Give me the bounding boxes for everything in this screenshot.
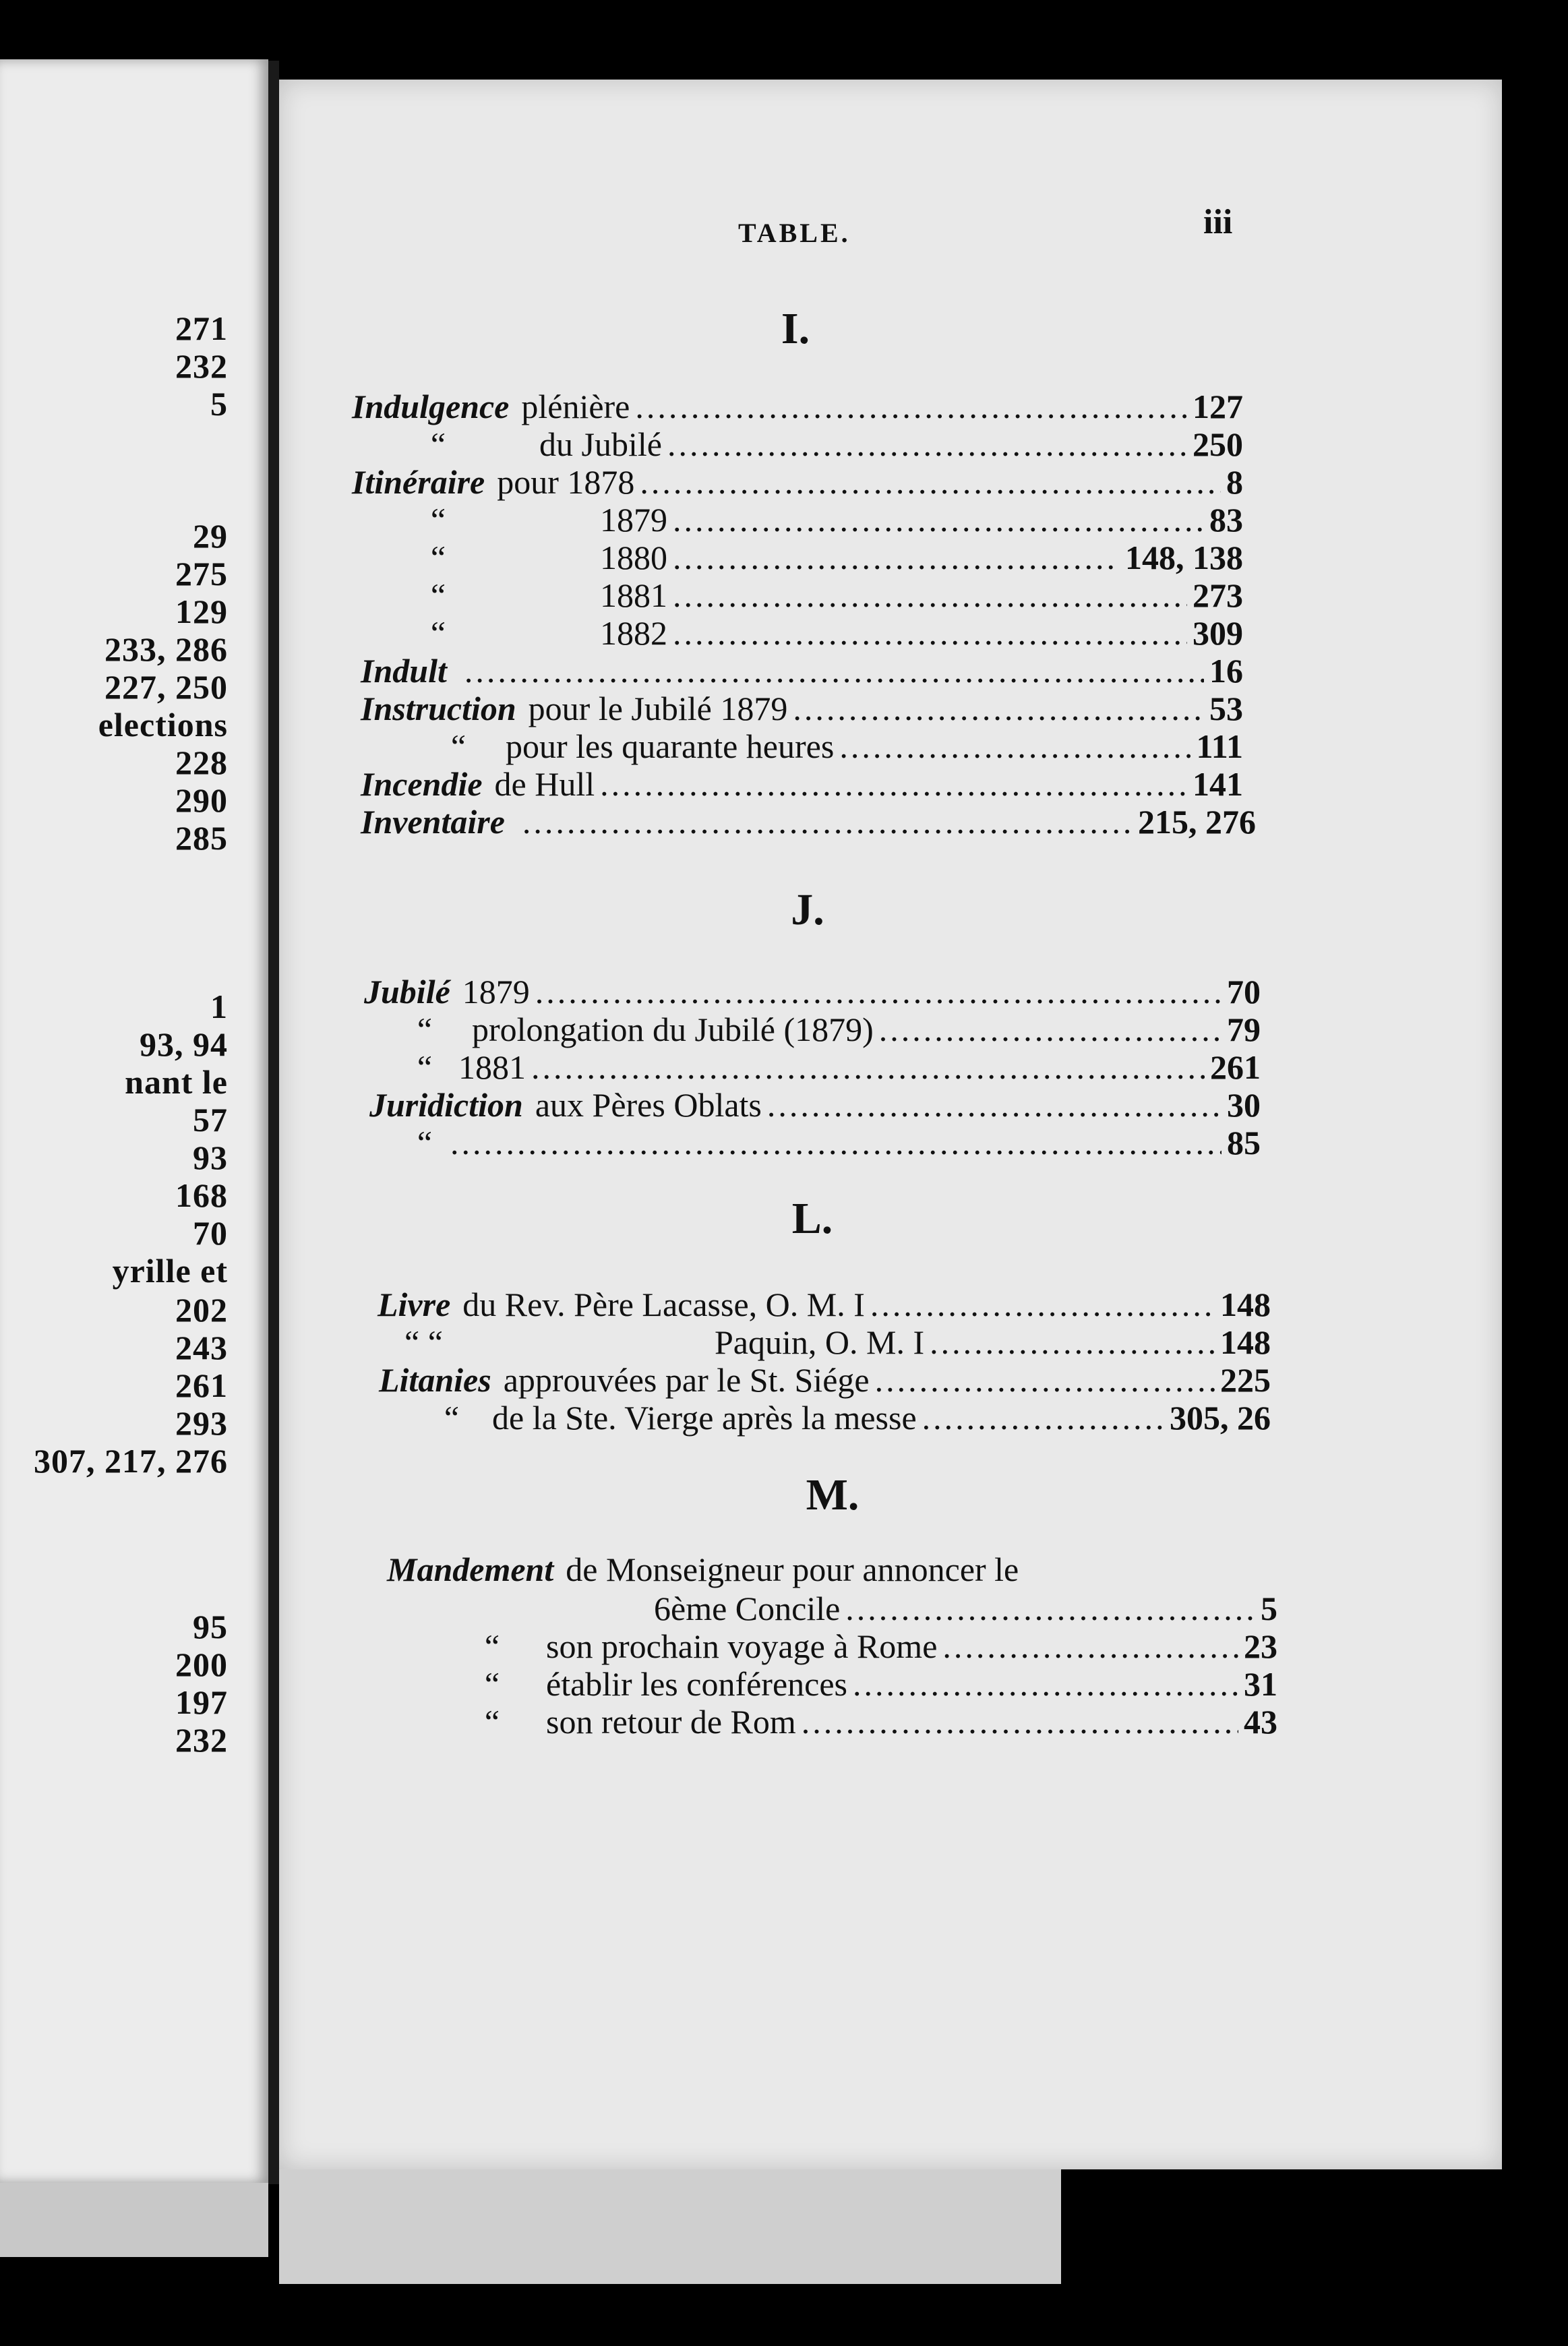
left-fragment: 307, 217, 276 [34,1442,228,1480]
left-fragment: yrille et [112,1252,228,1290]
entry-text: pour le Jubilé 1879 [528,690,788,727]
left-fragment: 232 [175,1721,228,1759]
entry-page: 83 [1209,501,1243,539]
entry-term: Indult [361,652,447,690]
left-fragment: 29 [193,517,228,555]
entry-text: prolongation du Jubilé (1879) [472,1011,874,1048]
index-entry [361,652,1243,690]
leader-dots [673,501,1204,539]
leader-dots [673,576,1187,614]
leader-dots [870,1286,1215,1323]
leader-dots [853,1665,1238,1703]
leader-dots [875,1361,1215,1399]
entry-page: 111 [1196,727,1243,765]
left-fragment: 290 [175,781,228,819]
ditto-mark: “ [417,1011,433,1048]
entry-page: 127 [1193,388,1243,425]
entry-text: de Hull [494,765,595,803]
left-page-edge [0,2183,268,2257]
index-entry [418,576,1243,614]
leader-dots [845,1590,1255,1627]
leader-dots [802,1703,1238,1741]
index-entry [361,803,1256,841]
index-entry [404,1323,1271,1361]
entry-term: Juridiction [369,1086,523,1124]
entry-text: 1879 [600,501,667,539]
entry-text: 6ème Concile [654,1590,841,1627]
left-fragment: 233, 286 [104,630,228,668]
section-letter-i: I. [781,304,810,353]
index-entry [404,1048,1261,1086]
leader-dots [767,1086,1222,1124]
entry-page: 148 [1220,1286,1271,1323]
index-entry [472,1703,1277,1741]
index-entry [418,425,1243,463]
index-entry [418,539,1243,576]
leader-dots [464,652,1204,690]
left-fragment: 95 [193,1608,228,1646]
entry-page: 53 [1209,690,1243,727]
ditto-mark: “ [430,539,446,576]
index-entry [352,463,1243,501]
left-fragment: 275 [175,555,228,593]
leader-dots [531,1048,1205,1086]
entry-text: 1881 [600,576,667,614]
page-number: iii [1203,203,1233,241]
entry-text: aux Pères Oblats [535,1086,762,1124]
index-entry [378,1286,1271,1323]
index-entry [361,765,1243,803]
left-fragment: 228 [175,744,228,781]
entry-term: Instruction [361,690,516,727]
entry-term: Itinéraire [352,463,485,501]
leader-dots [879,1011,1222,1048]
left-fragment: 1 [210,988,228,1025]
index-entry [369,1086,1261,1124]
section-letter-j: J. [791,885,824,934]
leader-dots [522,803,1133,841]
left-fragment: 200 [175,1646,228,1683]
entry-page: 43 [1244,1703,1277,1741]
left-fragment: nant le [125,1063,228,1101]
leader-dots [635,388,1187,425]
entry-text: 1880 [600,539,667,576]
entry-page: 31 [1244,1665,1277,1703]
entry-page: 8 [1226,463,1243,501]
entry-text: son prochain voyage à Rome [546,1627,938,1665]
entry-page: 5 [1261,1590,1277,1627]
leader-dots [600,765,1187,803]
index-entry [438,727,1243,765]
ditto-mark: “ [450,727,466,765]
entry-page: 250 [1193,425,1243,463]
entry-page: 141 [1193,765,1243,803]
running-title: TABLE. [738,218,851,248]
entry-page: 79 [1227,1011,1261,1048]
entry-text: de Monseigneur pour annoncer le [566,1551,1019,1588]
leader-dots [930,1323,1215,1361]
entry-page: 215, 276 [1138,803,1256,841]
entry-text: 1882 [600,614,667,652]
ditto-mark: “ [444,1399,460,1437]
entry-text: pour 1878 [497,463,635,501]
entry-term: Livre [378,1286,451,1323]
left-fragment: 271 [175,309,228,347]
entry-text: son retour de Rom [546,1703,796,1741]
entry-text: Paquin, O. M. I [715,1323,925,1361]
leader-dots [673,614,1187,652]
index-entry [472,1627,1277,1665]
entry-term: Litanies [379,1361,491,1399]
index-entry [404,1011,1261,1048]
ditto-mark: “ [430,425,446,463]
leader-dots [667,425,1187,463]
leader-dots [922,1399,1164,1437]
entry-term: Incendie [361,765,483,803]
leader-dots [942,1627,1238,1665]
entry-text: 1879 [462,973,530,1011]
left-fragment: 202 [175,1291,228,1329]
entry-page: 225 [1220,1361,1271,1399]
index-entry [654,1590,1277,1627]
entry-text: pour les quarante heures [506,727,835,765]
left-fragment: 93, 94 [140,1025,228,1063]
section-letter-m: M. [806,1470,860,1520]
left-fragment: 261 [175,1366,228,1404]
left-fragment: elections [98,706,228,744]
left-page-fragment [0,59,268,2183]
page-edge [279,2169,1061,2284]
left-fragment: 227, 250 [104,668,228,706]
entry-page: 273 [1193,576,1243,614]
left-fragment: 5 [210,385,228,423]
entry-page: 70 [1227,973,1261,1011]
ditto-mark: “ [430,614,446,652]
entry-page: 148 [1220,1323,1271,1361]
entry-page: 309 [1193,614,1243,652]
entry-page: 305, 26 [1170,1399,1271,1437]
left-fragment: 285 [175,819,228,857]
left-fragment: 197 [175,1683,228,1721]
index-entry [379,1361,1271,1399]
ditto-mark: “ [430,501,446,539]
ditto-mark: “ [430,576,446,614]
leader-dots [839,727,1190,765]
index-entry [361,690,1243,727]
left-fragment: 232 [175,347,228,385]
entry-term: Inventaire [361,803,505,841]
left-fragment: 168 [175,1176,228,1214]
entry-text: établir les conférences [546,1665,847,1703]
entry-term: Jubilé [364,973,450,1011]
leader-dots [450,1124,1222,1162]
ditto-mark: “ [484,1627,500,1665]
ditto-mark: “ [484,1703,500,1741]
index-entry [364,973,1261,1011]
entry-page: 30 [1227,1086,1261,1124]
index-entry [418,614,1243,652]
left-fragment: 243 [175,1329,228,1366]
leader-dots [535,973,1222,1011]
index-entry [418,501,1243,539]
entry-page: 148, 138 [1125,539,1243,576]
entry-page: 16 [1209,652,1243,690]
leader-dots [640,463,1221,501]
index-entry [431,1399,1271,1437]
index-entry [352,388,1243,425]
entry-text: de la Ste. Vierge après la messe [492,1399,917,1437]
left-fragment: 57 [193,1101,228,1139]
entry-text: du Jubilé [539,425,662,463]
left-fragment: 293 [175,1404,228,1442]
entry-text: du Rev. Père Lacasse, O. M. I [462,1286,865,1323]
entry-page: 261 [1210,1048,1261,1086]
entry-term: Mandement [387,1551,554,1588]
ditto-mark: “ [417,1048,433,1086]
index-entry [472,1665,1277,1703]
ditto-mark: “ [417,1124,433,1162]
leader-dots [793,690,1204,727]
index-entry [387,1551,1263,1588]
entry-text: 1881 [458,1048,526,1086]
index-entry [404,1124,1261,1162]
left-fragment: 129 [175,593,228,630]
section-letter-l: L. [791,1194,833,1243]
entry-text: plénière [521,388,630,425]
book-gutter [268,61,279,2184]
left-fragment: 93 [193,1139,228,1176]
entry-page: 23 [1244,1627,1277,1665]
leader-dots [673,539,1120,576]
entry-text: approuvées par le St. Siége [503,1361,870,1399]
left-fragment: 70 [193,1214,228,1252]
ditto-mark: “ [484,1665,500,1703]
ditto-mark: “ “ [404,1323,443,1361]
entry-page: 85 [1227,1124,1261,1162]
entry-term: Indulgence [352,388,510,425]
